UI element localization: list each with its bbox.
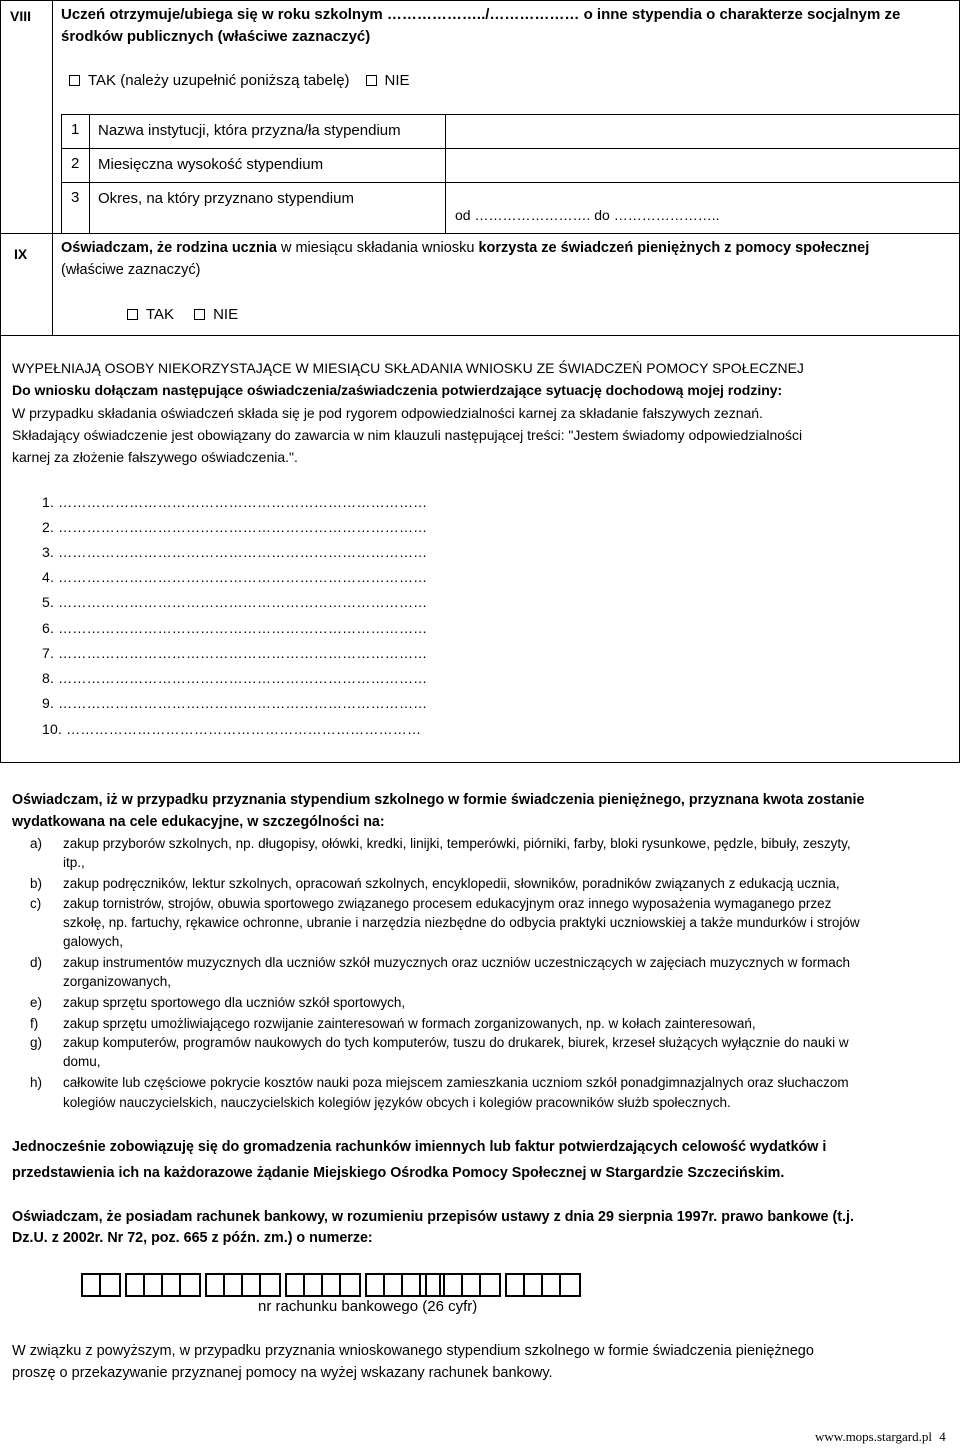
note-clause-line1: Składający oświadczenie jest obowiązany do zawarcia w nim klauzuli następującej treści: "Jestem świadomy odpowiedzialności	[12, 427, 803, 443]
bank-line2: Dz.U. z 2002r. Nr 72, poz. 665 z późn. zm.) o numerze:	[12, 1230, 373, 1246]
account-digit-group[interactable]	[81, 1273, 121, 1297]
stmt-bold-1: Oświadczam, że rodzina ucznia	[61, 240, 277, 256]
option-no-checkbox[interactable]	[366, 72, 410, 89]
section-viii-heading-line2: środków publicznych (właściwe zaznaczyć)	[61, 28, 371, 45]
row3-label: Okres, na który przyznano stypendium	[98, 190, 354, 207]
section-viii-number: VIII	[10, 8, 32, 24]
option-yes-label: TAK (należy uzupełnić poniższą tabelę)	[88, 72, 350, 89]
section-ix-note: (właściwe zaznaczyć)	[61, 262, 201, 278]
list-item-text: całkowite lub częściowe pokrycie kosztów nauki poza miejscem zamieszkania uczniom szkół ponadgimnazjalnych oraz słuchaczom	[63, 1075, 849, 1090]
list-item-text: itp.,	[63, 855, 85, 870]
bank-line1: Oświadczam, że posiadam rachunek bankowy, w rozumieniu przepisów ustawy z dnia 29 sierpnia 1997r. prawo bankowe (t.j.	[12, 1209, 854, 1225]
list-item-letter: c)	[30, 896, 42, 911]
attachment-line-10[interactable]: 10. …………………………………………………………………	[42, 721, 422, 737]
attachment-line-6[interactable]: 6. ……………………………………………………………………	[42, 620, 428, 636]
period-field[interactable]: od ……………………. do …………………..	[455, 207, 720, 223]
stmt-bold-2: korzysta ze świadczeń pieniężnych z pomocy społecznej	[478, 240, 870, 256]
list-item-text: zakup przyborów szkolnych, np. długopisy, ołówki, kredki, linijki, temperówki, piórniki, farby, bloki rysunkowe, pędzle, bibuły, zeszyty,	[63, 836, 851, 851]
row2-number: 2	[71, 155, 80, 172]
account-digit-group[interactable]	[205, 1273, 281, 1297]
row3-number: 3	[71, 189, 80, 206]
ix-option-yes-checkbox[interactable]	[127, 306, 174, 323]
list-item-text: domu,	[63, 1054, 101, 1069]
attachment-line-9[interactable]: 9. ……………………………………………………………………	[42, 695, 428, 711]
attach-heading: Do wniosku dołączam następujące oświadczenia/zaświadczenia potwierdzające sytuację dochodową mojej rodziny:	[12, 382, 783, 398]
section-ix-statement	[61, 240, 869, 256]
section-viii-heading-line1: Uczeń otrzymuje/ubiega się w roku szkolnym ………………../……………… o inne stypendia o charakterze socjalnym ze	[61, 6, 901, 23]
list-item-letter: f)	[30, 1016, 39, 1031]
fill-heading: WYPEŁNIAJĄ OSOBY NIEKORZYSTAJĄCE W MIESIĄCU SKŁADANIA WNIOSKU ZE ŚWIADCZEŃ POMOCY SPOŁECZNEJ	[12, 360, 804, 376]
list-item-text: zakup tornistrów, strojów, obuwia sportowego związanego procesem edukacyjnym oraz innego wyposażenia wymaganego przez	[63, 896, 832, 911]
list-item-text: galowych,	[63, 934, 124, 949]
list-item-text: zorganizowanych,	[63, 974, 172, 989]
footer-url[interactable]: www.mops.stargard.pl	[815, 1429, 932, 1444]
request-line1: W związku z powyższym, w przypadku przyznania wnioskowanego stypendium szkolnego w formie świadczenia pieniężnego	[12, 1343, 814, 1359]
list-item-text: szkołę, np. fartuchy, rękawice ochronne, ubranie i narzędzia niezbędne do odbycia praktyki uczniowskiej a także mundurków i strojów	[63, 915, 860, 930]
stmt-normal: w miesiącu składania wniosku	[276, 240, 479, 256]
list-item-text: zakup sprzętu umożliwiającego rozwijanie zainteresowań w formach zorganizowanych, np. w kołach zainteresowań,	[63, 1016, 756, 1031]
section-viii-options	[69, 72, 410, 89]
ix-option-no-label: NIE	[213, 306, 239, 323]
checkbox-icon	[366, 75, 377, 86]
declaration-line1: Oświadczam, iż w przypadku przyznania stypendium szkolnego w formie świadczenia pieniężnego, przyznana kwota zostanie	[12, 792, 865, 808]
declaration-line2: wydatkowana na cele edukacyjne, w szczególności na:	[12, 814, 385, 830]
row1-label: Nazwa instytucji, która przyzna/ła stypendium	[98, 122, 401, 139]
account-digit-group[interactable]	[285, 1273, 361, 1297]
note-clause-line2: karnej za złożenie fałszywego oświadczenia.".	[12, 449, 298, 465]
checkbox-icon	[127, 309, 138, 320]
list-item-letter: g)	[30, 1035, 43, 1050]
list-item-letter: a)	[30, 836, 43, 851]
account-digit-group[interactable]	[505, 1273, 581, 1297]
list-item-text: zakup sprzętu sportowego dla uczniów szkół sportowych,	[63, 995, 406, 1010]
attachment-line-4[interactable]: 4. ……………………………………………………………………	[42, 569, 428, 585]
page-number: 4	[939, 1429, 946, 1444]
attachment-line-5[interactable]: 5. ……………………………………………………………………	[42, 594, 428, 610]
obligation-line2: przedstawienia ich na każdorazowe żądanie Miejskiego Ośrodka Pomocy Społecznej w Stargardzie Szczecińskim.	[12, 1165, 785, 1181]
list-item-letter: b)	[30, 876, 43, 891]
request-line2: proszę o przekazywanie przyznanej pomocy na wyżej wskazany rachunek bankowy.	[12, 1365, 553, 1381]
account-label: nr rachunku bankowego (26 cyfr)	[258, 1298, 478, 1315]
list-item-text: zakup podręczników, lektur szkolnych, opracowań szkolnych, encyklopedii, słowników, poradników związanych z edukacją ucznia,	[63, 876, 840, 891]
attachment-line-2[interactable]: 2. ……………………………………………………………………	[42, 519, 428, 535]
option-yes-checkbox[interactable]	[69, 72, 350, 89]
obligation-line1: Jednocześnie zobowiązuję się do gromadzenia rachunków imiennych lub faktur potwierdzających celowość wydatków i	[12, 1139, 827, 1155]
attachment-line-3[interactable]: 3. ……………………………………………………………………	[42, 544, 428, 560]
ix-option-yes-label: TAK	[146, 306, 175, 323]
footer	[815, 1429, 946, 1445]
option-no-label: NIE	[384, 72, 410, 89]
attachment-line-8[interactable]: 8. ……………………………………………………………………	[42, 670, 428, 686]
attachment-line-7[interactable]: 7. ……………………………………………………………………	[42, 645, 428, 661]
account-digit-group[interactable]	[125, 1273, 201, 1297]
list-item-text: zakup instrumentów muzycznych dla uczniów szkół muzycznych oraz uczniów uczestniczących w zajęciach muzycznych w formach	[63, 955, 851, 970]
section-ix-options	[127, 306, 238, 323]
checkbox-icon	[194, 309, 205, 320]
account-digit-group[interactable]	[425, 1273, 501, 1297]
list-item-text: zakup komputerów, programów naukowych do tych komputerów, tuszu do drukarek, biurek, krzeseł służących wyłącznie do nauki w	[63, 1035, 849, 1050]
list-item-letter: e)	[30, 995, 43, 1010]
row2-label: Miesięczna wysokość stypendium	[98, 156, 324, 173]
checkbox-icon	[69, 75, 80, 86]
note-perjury: W przypadku składania oświadczeń składa się je pod rygorem odpowiedzialności karnej za składanie fałszywych zeznań.	[12, 405, 763, 421]
list-item-letter: d)	[30, 955, 43, 970]
list-item-letter: h)	[30, 1075, 43, 1090]
row1-number: 1	[71, 121, 80, 138]
list-item-text: kolegiów nauczycielskich, nauczycielskich kolegiów języków obcych i kolegiów pracowników służb społecznych.	[63, 1095, 731, 1110]
ix-option-no-checkbox[interactable]	[194, 306, 238, 323]
section-ix-number: IX	[14, 246, 28, 262]
attachment-line-1[interactable]: 1. ……………………………………………………………………	[42, 494, 428, 510]
